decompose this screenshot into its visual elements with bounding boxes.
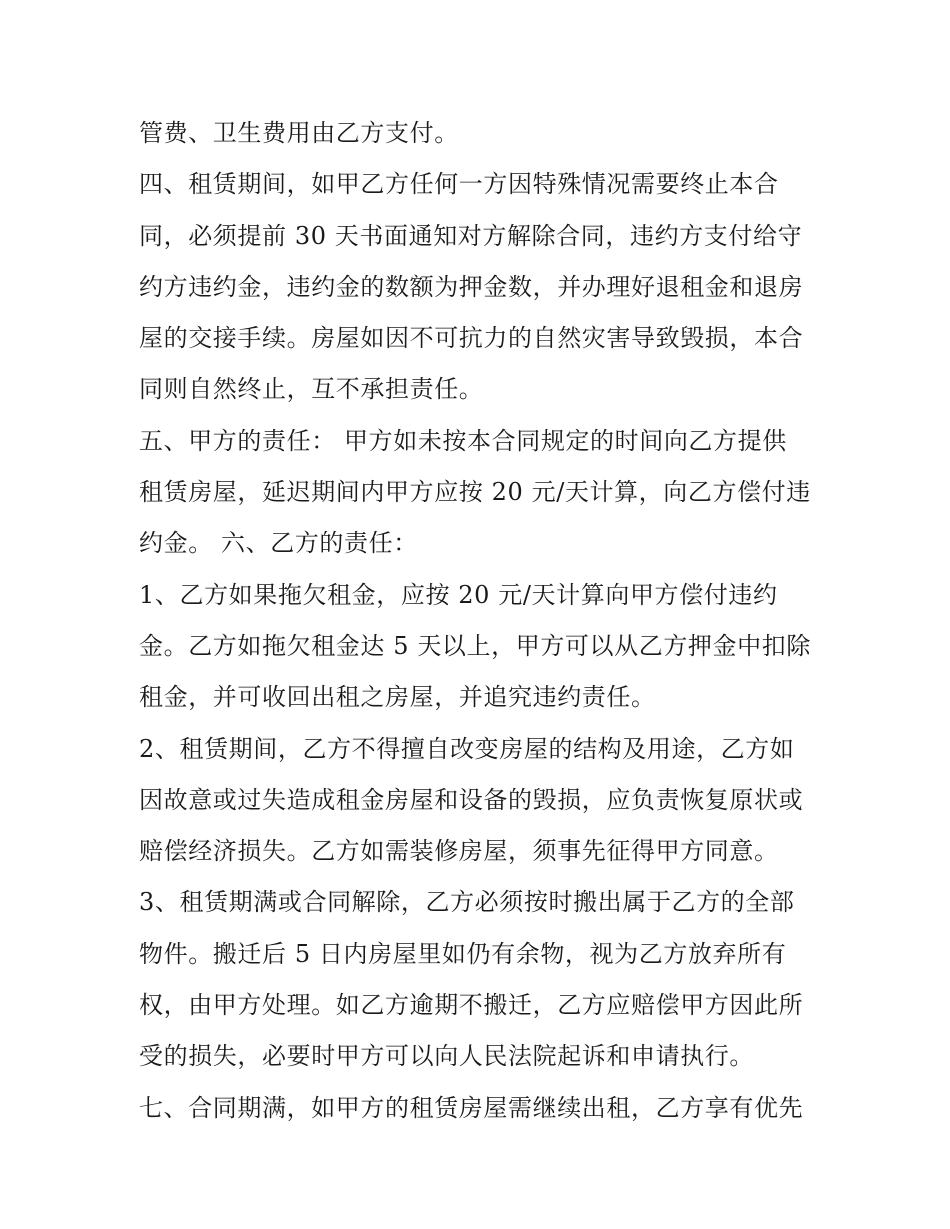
- text-line: 因故意或过失造成租金房屋和设备的毁损，应负责恢复原状或: [139, 785, 804, 814]
- text-line: 约方违约金，违约金的数额为押金数，并办理好退租金和退房: [139, 272, 804, 301]
- text-line: 屋的交接手续。房屋如因不可抗力的自然灾害导致毁损，本合: [139, 324, 804, 353]
- text-line: 租赁房屋，延迟期间内甲方应按 20 元/天计算，向乙方偿付违: [139, 478, 811, 507]
- text-line: 四、租赁期间，如甲乙方任何一方因特殊情况需要终止本合: [139, 170, 779, 199]
- text-line: 赔偿经济损失。乙方如需装修房屋，须事先征得甲方同意。: [139, 837, 779, 866]
- text-line: 同，必须提前 30 天书面通知对方解除合同，违约方支付给守: [139, 221, 803, 250]
- text-line: 七、合同期满，如甲方的租赁房屋需继续出租，乙方享有优先: [139, 1093, 804, 1122]
- text-line: 租金，并可收回出租之房屋，并追究违约责任。: [139, 683, 656, 712]
- contract-text: [139, 108, 829, 1134]
- text-line: 3、租赁期满或合同解除，乙方必须按时搬出属于乙方的全部: [139, 888, 795, 917]
- text-line: 同则自然终止，互不承担责任。: [139, 375, 484, 404]
- text-line: 权，由甲方处理。如乙方逾期不搬迁，乙方应赔偿甲方因此所: [139, 991, 804, 1020]
- text-line: 管费、卫生费用由乙方支付。: [139, 119, 459, 147]
- text-line: 2、租赁期间，乙方不得擅自改变房屋的结构及用途，乙方如: [139, 734, 795, 763]
- text-line: 金。乙方如拖欠租金达 5 天以上，甲方可以从乙方押金中扣除: [139, 631, 811, 660]
- text-line: 1、乙方如果拖欠租金，应按 20 元/天计算向甲方偿付违约: [139, 580, 778, 609]
- text-line: 受的损失，必要时甲方可以向人民法院起诉和申请执行。: [139, 1042, 754, 1071]
- text-line: 物件。搬迁后 5 日内房屋里如仍有余物，视为乙方放弃所有: [139, 939, 787, 968]
- text-line: 五、甲方的责任： 甲方如未按本合同规定的时间向乙方提供: [139, 426, 787, 455]
- text-line: 约金。 六、乙方的责任：: [139, 529, 418, 558]
